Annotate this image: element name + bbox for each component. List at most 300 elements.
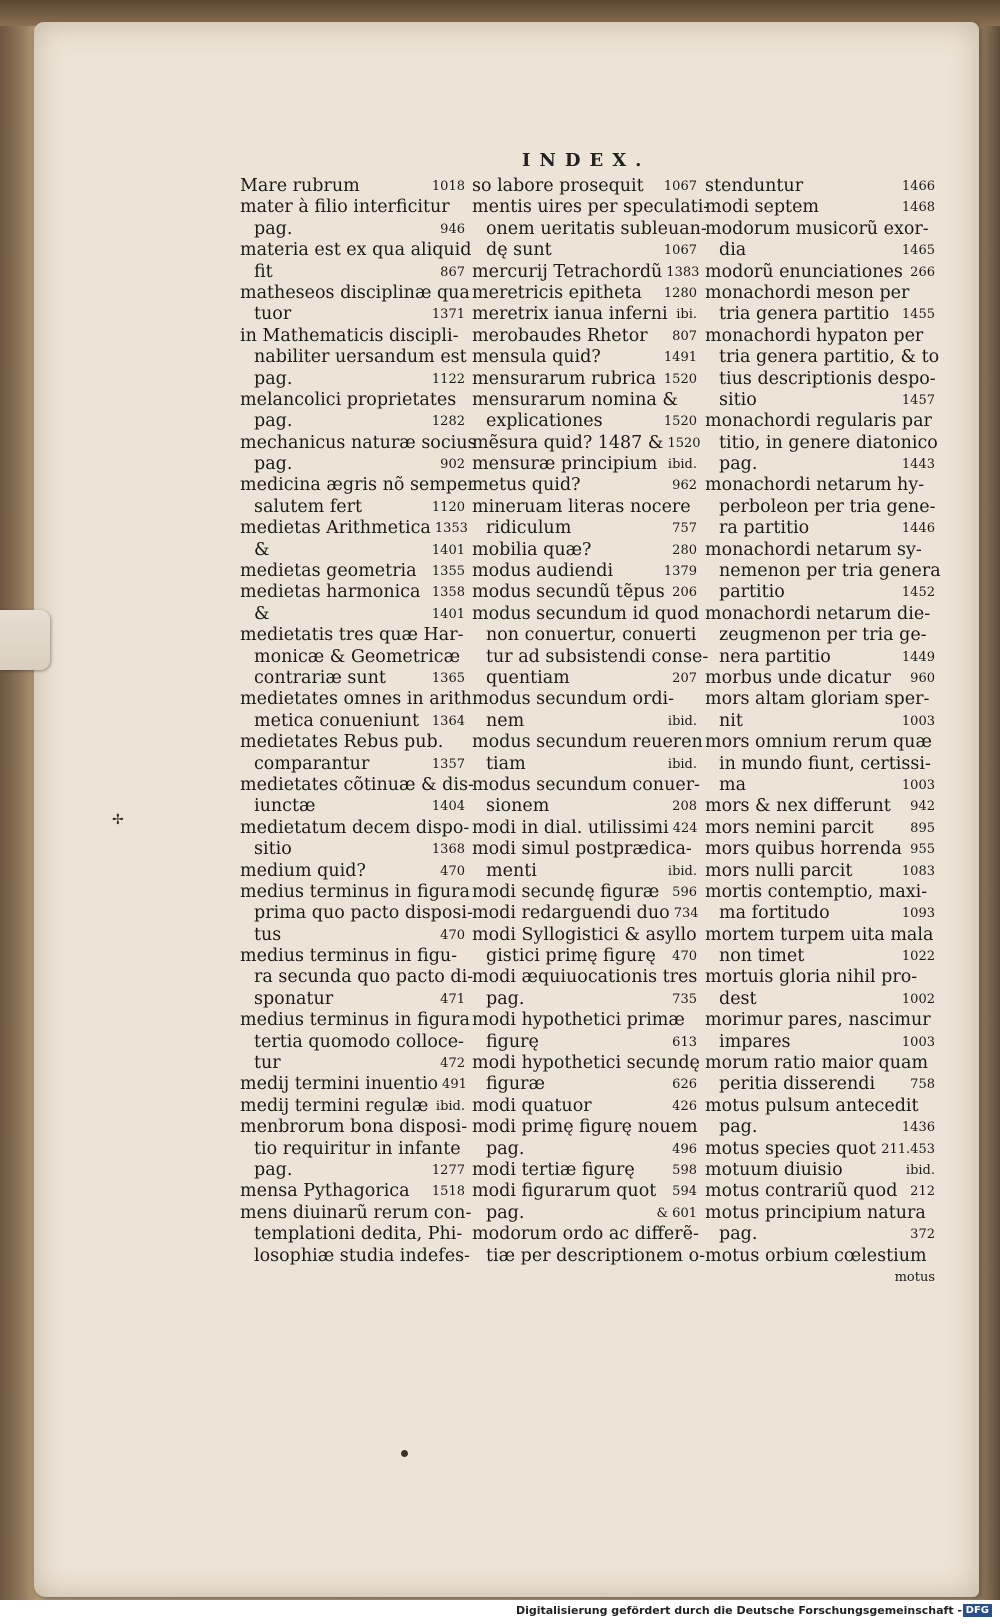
- entry-page-ref: 1083: [901, 863, 935, 879]
- index-entry: [240, 1096, 465, 1117]
- entry-page-ref: 1003: [901, 713, 935, 729]
- entry-page-ref: 1277: [431, 1162, 465, 1178]
- index-entry: [705, 369, 935, 390]
- entry-page-ref: motus: [894, 1269, 935, 1285]
- index-entry: [240, 1224, 465, 1245]
- entry-page-ref: 471: [440, 991, 465, 1007]
- index-entry: [705, 219, 935, 240]
- index-entry: [240, 219, 465, 240]
- entry-page-ref: 1093: [901, 906, 935, 922]
- entry-page-ref: 942: [910, 799, 935, 815]
- entry-text: morimur pares, nascimur: [705, 1010, 931, 1031]
- index-entry: [472, 304, 697, 325]
- entry-text: melancolici proprietates: [240, 389, 457, 410]
- index-entry: [472, 668, 697, 689]
- entry-text: mentis uires per speculati-: [472, 197, 710, 218]
- entry-page-ref: 1003: [901, 777, 935, 793]
- entry-text: modus audiendi: [472, 561, 614, 582]
- index-entry: [240, 282, 470, 304]
- index-entry: [705, 732, 935, 753]
- entry-page-ref: 1465: [901, 243, 935, 259]
- entry-page-ref: 1491: [663, 350, 697, 366]
- entry-text: tiæ per descriptionem o-: [486, 1245, 706, 1266]
- entry-text: motuum diuisio: [705, 1159, 843, 1180]
- entry-text: medius terminus in figura: [240, 1010, 470, 1031]
- entry-text: mẽsura quid? 1487 &: [472, 432, 664, 453]
- entry-text: mors altam gloriam sper-: [705, 689, 930, 710]
- entry-page-ref: 1003: [901, 1034, 935, 1050]
- entry-page-ref: 212: [910, 1184, 935, 1200]
- index-entry: [472, 197, 710, 218]
- index-entry: [240, 454, 465, 475]
- index-entry: [240, 881, 470, 903]
- entry-page-ref: 1364: [431, 713, 465, 729]
- footer-credit: Digitalisierung gefördert durch die Deutsche Forschungsgemeinschaft -: [515, 1604, 962, 1617]
- entry-page-ref: 211.453: [881, 1141, 935, 1157]
- entry-text: dest: [719, 988, 757, 1009]
- entry-text: modorũ enunciationes: [705, 261, 903, 282]
- entry-page-ref: 1446: [901, 521, 935, 537]
- entry-text: medietas geometria: [240, 561, 417, 582]
- index-entry: [240, 411, 465, 432]
- book-clasp: [0, 610, 50, 670]
- entry-text: mensula quid?: [472, 347, 601, 368]
- entry-text: monachordi regularis par: [705, 411, 932, 432]
- index-entry: [472, 732, 703, 753]
- index-entry: [472, 882, 697, 903]
- entry-text: sitio: [719, 389, 757, 410]
- index-entry: [705, 497, 935, 518]
- index-entry: [240, 1117, 468, 1138]
- index-entry: [472, 1160, 697, 1181]
- entry-text: ma: [719, 774, 747, 795]
- index-entry: [472, 540, 697, 561]
- index-entry: [705, 903, 935, 924]
- entry-text: impares: [719, 1031, 791, 1052]
- entry-text: modi in dial. utilissimi: [472, 817, 669, 838]
- index-entry: [240, 817, 470, 839]
- index-entry: [705, 326, 935, 347]
- index-entry: [472, 861, 697, 882]
- entry-page-ref: & 601: [656, 1205, 697, 1221]
- index-entry: [240, 262, 465, 283]
- entry-text: pag.: [254, 1159, 293, 1180]
- entry-page-ref: 1022: [901, 949, 935, 965]
- index-entry: [472, 347, 697, 368]
- entry-text: medietates Rebus pub.: [240, 732, 444, 753]
- entry-text: mors quibus horrenda: [705, 839, 902, 860]
- entry-text: tria genera partitio: [719, 304, 890, 325]
- index-entry: [240, 604, 465, 625]
- entry-page-ref: ibid.: [667, 756, 697, 772]
- entry-text: modus secundum id quod: [472, 603, 700, 624]
- index-entry: [705, 1053, 935, 1074]
- entry-text: modorum musicorũ exor-: [705, 218, 929, 239]
- entry-text: tertia quomodo colloce-: [254, 1031, 464, 1052]
- index-entry: [472, 1053, 700, 1074]
- index-entry: [240, 561, 465, 582]
- index-entry: [705, 818, 935, 839]
- entry-text: Mare rubrum: [240, 176, 360, 196]
- index-entry: [472, 839, 697, 860]
- index-entry: [705, 1181, 935, 1202]
- entry-text: figuræ: [486, 1074, 545, 1095]
- index-entry: [705, 967, 935, 988]
- entry-text: medietatis tres quæ Har-: [240, 625, 464, 646]
- entry-text: mors nemini parcit: [705, 817, 874, 838]
- entry-page-ref: 1452: [901, 585, 935, 601]
- index-entry: [705, 1203, 935, 1224]
- entry-text: motus contrariũ quod: [705, 1181, 898, 1202]
- index-entry: [705, 647, 935, 668]
- entry-text: explicationes: [486, 411, 603, 432]
- entry-text: medicina ægris nõ semper: [240, 475, 476, 496]
- entry-page-ref: 280: [672, 542, 697, 558]
- index-entry: [240, 1139, 465, 1160]
- index-entry: [472, 754, 697, 775]
- entry-text: motus species quot: [705, 1138, 876, 1159]
- index-entry: [240, 754, 465, 775]
- entry-text: modi redarguendi duo: [472, 903, 670, 924]
- entry-page-ref: 496: [672, 1141, 697, 1157]
- index-entry: [705, 625, 935, 646]
- entry-text: materia est ex qua aliquid: [240, 240, 472, 261]
- entry-page-ref: 1120: [431, 499, 465, 515]
- entry-page-ref: 1002: [901, 991, 935, 1007]
- index-entry: [472, 176, 697, 197]
- entry-text: gistici primę figurę: [486, 946, 656, 967]
- index-entry: [240, 176, 465, 197]
- entry-text: mors omnium rerum quæ: [705, 732, 932, 753]
- entry-page-ref: 596: [672, 884, 697, 900]
- entry-page-ref: 1520: [663, 414, 697, 430]
- entry-text: mechanicus naturæ socius: [240, 432, 477, 453]
- index-entry: [240, 732, 465, 753]
- entry-text: comparantur: [254, 753, 370, 774]
- entry-text: modi hypothetici primæ: [472, 1010, 685, 1031]
- index-entry: [472, 689, 697, 710]
- entry-text: partitio: [719, 582, 785, 603]
- entry-page-ref: 426: [672, 1098, 697, 1114]
- entry-page-ref: 1357: [431, 756, 465, 772]
- entry-page-ref: 1466: [901, 179, 935, 194]
- entry-text: medius terminus in figu-: [240, 946, 458, 967]
- entry-text: pag.: [719, 1117, 758, 1138]
- entry-text: pag.: [254, 454, 293, 475]
- entry-page-ref: 208: [672, 799, 697, 815]
- index-entry: [240, 326, 465, 347]
- entry-page-ref: 1353: [434, 521, 468, 537]
- entry-text: tuor: [254, 304, 292, 325]
- index-entry: [472, 1181, 697, 1202]
- entry-text: modi Syllogistici & asyllo: [472, 924, 697, 945]
- entry-text: medietatum decem dispo-: [240, 817, 470, 838]
- index-entry: [705, 262, 935, 283]
- entry-page-ref: 1067: [663, 243, 697, 259]
- index-entry: [240, 390, 465, 411]
- entry-page-ref: 613: [672, 1034, 697, 1050]
- entry-text: non timet: [719, 946, 805, 967]
- index-column-3: [705, 176, 941, 1288]
- entry-page-ref: 960: [910, 670, 935, 686]
- entry-text: modi hypothetici secundę: [472, 1053, 700, 1074]
- entry-page-ref: 626: [672, 1077, 697, 1093]
- index-entry: [472, 646, 709, 668]
- entry-text: menbrorum bona disposi-: [240, 1117, 468, 1138]
- footer-bar: [0, 1600, 1000, 1624]
- entry-text: pag.: [486, 1202, 525, 1223]
- entry-text: mens diuinarũ rerum con-: [240, 1202, 472, 1223]
- index-entry: [472, 1117, 697, 1138]
- entry-text: dę sunt: [486, 240, 552, 261]
- entry-text: &: [254, 603, 270, 624]
- entry-text: tur ad subsistendi conse-: [486, 646, 709, 667]
- entry-text: perboleon per tria gene-: [719, 496, 936, 517]
- entry-text: peritia disserendi: [719, 1074, 876, 1095]
- index-entry: [705, 561, 941, 582]
- index-entry: [472, 903, 697, 924]
- index-entry: [240, 1160, 465, 1181]
- entry-text: salutem fert: [254, 496, 363, 517]
- index-entry: [705, 946, 935, 967]
- entry-text: monachordi netarum sy-: [705, 539, 922, 560]
- index-entry: [705, 411, 935, 432]
- index-entry: [705, 1267, 935, 1288]
- index-entry: [240, 1053, 465, 1074]
- index-entry: [240, 540, 465, 561]
- entry-text: sitio: [254, 839, 292, 860]
- entry-text: medium quid?: [240, 860, 366, 881]
- index-entry: [472, 261, 700, 283]
- index-entry: [705, 582, 935, 603]
- index-entry: [705, 1032, 935, 1053]
- entry-text: pag.: [486, 988, 525, 1009]
- entry-page-ref: 206: [672, 585, 697, 601]
- entry-page-ref: 1468: [901, 200, 935, 216]
- index-entry: [705, 925, 935, 946]
- index-entry: [705, 1096, 935, 1117]
- entry-text: sionem: [486, 796, 550, 817]
- entry-text: modi secundę figuræ: [472, 881, 660, 902]
- entry-text: monachordi meson per: [705, 282, 910, 303]
- margin-mark-icon: ✢: [112, 812, 124, 828]
- entry-page-ref: 1404: [431, 799, 465, 815]
- entry-text: tria genera partitio, & to: [719, 347, 940, 368]
- index-entry: [705, 240, 935, 261]
- index-entry: [472, 796, 697, 817]
- index-entry: [705, 668, 935, 689]
- index-entry: [240, 369, 465, 390]
- entry-page-ref: 207: [672, 670, 697, 686]
- index-entry: [472, 326, 697, 347]
- entry-text: mineruam literas nocere: [472, 496, 691, 517]
- entry-text: figurę: [486, 1031, 539, 1052]
- entry-page-ref: ibid.: [667, 863, 697, 879]
- entry-page-ref: 735: [672, 991, 697, 1007]
- index-entry: [705, 540, 935, 561]
- index-entry: [240, 925, 465, 946]
- index-entry: [240, 518, 468, 539]
- index-entry: [240, 475, 476, 496]
- entry-text: modi quatuor: [472, 1095, 592, 1116]
- entry-text: modi septem: [705, 197, 820, 218]
- index-entry: [240, 796, 465, 817]
- entry-text: monachordi netarum hy-: [705, 475, 925, 496]
- entry-text: pag.: [486, 1138, 525, 1159]
- entry-text: quentiam: [486, 667, 570, 688]
- index-entry: [705, 796, 935, 817]
- index-entry: [472, 989, 697, 1010]
- index-entry: [705, 1117, 935, 1138]
- index-entry: [705, 283, 935, 304]
- entry-text: mobilia quæ?: [472, 539, 592, 560]
- entry-text: modi primę figurę nouem: [472, 1117, 698, 1138]
- entry-text: nit: [719, 710, 743, 731]
- index-entry: [705, 197, 935, 218]
- index-entry: [240, 1202, 472, 1224]
- index-entry: [240, 625, 465, 646]
- entry-page-ref: 266: [910, 264, 935, 280]
- entry-page-ref: 1449: [901, 649, 935, 665]
- entry-text: mater à filio interficitur: [240, 197, 450, 218]
- index-entry: [240, 197, 465, 218]
- index-entry: [705, 775, 935, 796]
- entry-text: medius terminus in figura: [240, 881, 470, 902]
- entry-text: stenduntur: [705, 176, 804, 196]
- index-entry: [472, 1139, 697, 1160]
- index-entry: [705, 1074, 935, 1095]
- index-entry: [705, 176, 935, 197]
- entry-text: monachordi netarum die-: [705, 603, 931, 624]
- index-entry: [240, 1181, 465, 1202]
- index-column-2: [472, 176, 710, 1267]
- entry-page-ref: 734: [673, 906, 699, 922]
- entry-text: zeugmenon per tria ge-: [719, 625, 927, 646]
- entry-text: losophiæ studia indefes-: [254, 1245, 470, 1266]
- index-entry: [472, 1032, 697, 1053]
- ink-dot: [401, 1450, 408, 1457]
- entry-page-ref: 1518: [431, 1184, 465, 1200]
- entry-text: nabiliter uersandum est: [254, 347, 467, 368]
- entry-text: pag.: [254, 218, 293, 239]
- page-edge: [36, 1520, 966, 1603]
- index-entry: [472, 1224, 697, 1245]
- entry-page-ref: 895: [910, 820, 935, 836]
- entry-text: medij termini inuentio: [240, 1074, 439, 1095]
- entry-text: fit: [254, 261, 273, 282]
- entry-text: nera partitio: [719, 646, 831, 667]
- index-entry: [705, 518, 935, 539]
- entry-text: onem ueritatis subleuan-: [486, 218, 707, 239]
- entry-page-ref: 1368: [431, 842, 465, 858]
- index-entry: [472, 561, 697, 582]
- index-entry: [472, 1074, 697, 1095]
- index-entry: [240, 1032, 465, 1053]
- index-entry: [240, 432, 477, 454]
- index-entry: [472, 1245, 706, 1267]
- entry-text: templationi dedita, Phi-: [254, 1224, 463, 1245]
- index-entry: [240, 240, 472, 261]
- index-entry: [240, 989, 465, 1010]
- entry-text: mercurij Tetrachordũ: [472, 261, 663, 282]
- index-entry: [240, 839, 465, 860]
- entry-text: ra partitio: [719, 518, 810, 539]
- entry-page-ref: 470: [440, 863, 465, 879]
- entry-text: modus secundum conuer-: [472, 774, 700, 795]
- entry-page-ref: 1365: [431, 670, 465, 686]
- entry-text: modus secundũ tẽpus: [472, 582, 665, 603]
- entry-page-ref: 1018: [431, 179, 465, 194]
- entry-page-ref: 1457: [901, 392, 935, 408]
- entry-text: dia: [719, 240, 747, 261]
- entry-page-ref: 1383: [666, 264, 700, 280]
- entry-text: motus principium natura: [705, 1202, 926, 1223]
- index-entry: [705, 861, 935, 882]
- index-entry: [705, 454, 935, 475]
- entry-page-ref: 1379: [663, 564, 697, 580]
- entry-page-ref: ibid.: [667, 457, 697, 473]
- entry-page-ref: 598: [672, 1162, 697, 1178]
- index-entry: [705, 1010, 935, 1031]
- index-entry: [472, 603, 700, 625]
- entry-text: modus secundum ordi-: [472, 689, 675, 710]
- index-entry: [705, 882, 935, 903]
- entry-text: tio requiritur in infante: [254, 1138, 461, 1159]
- index-entry: [240, 1245, 470, 1267]
- entry-text: mors & nex differunt: [705, 796, 891, 817]
- entry-page-ref: 1282: [431, 414, 465, 430]
- index-entry: [240, 1010, 470, 1031]
- index-entry: [472, 432, 701, 454]
- entry-text: mortem turpem uita mala: [705, 924, 934, 945]
- index-entry: [472, 1010, 697, 1031]
- entry-page-ref: 1067: [663, 179, 697, 194]
- entry-text: mortis contemptio, maxi-: [705, 881, 928, 902]
- entry-page-ref: 470: [672, 949, 697, 965]
- entry-page-ref: 1436: [901, 1120, 935, 1136]
- index-entry: [472, 475, 697, 496]
- entry-text: nemenon per tria genera: [719, 561, 941, 582]
- entry-text: sponatur: [254, 988, 334, 1009]
- entry-text: medietates omnes in arith: [240, 689, 472, 710]
- index-entry: [472, 411, 697, 432]
- index-entry: [705, 1246, 935, 1267]
- index-entry: [705, 711, 935, 732]
- entry-page-ref: ibid.: [667, 713, 697, 729]
- entry-page-ref: 1443: [901, 457, 935, 473]
- entry-text: medietas Arithmetica: [240, 518, 431, 539]
- entry-text: prima quo pacto disposi-: [254, 903, 473, 924]
- entry-text: so labore prosequit: [472, 176, 644, 196]
- entry-page-ref: 372: [910, 1227, 935, 1243]
- entry-page-ref: 1455: [901, 307, 935, 323]
- index-entry: [705, 475, 935, 496]
- entry-text: motus pulsum antecedit: [705, 1095, 919, 1116]
- entry-text: pag.: [254, 368, 293, 389]
- entry-text: medietates cõtinuæ & dis-: [240, 774, 474, 795]
- index-entry: [705, 1160, 935, 1181]
- entry-page-ref: 1520: [667, 435, 701, 451]
- index-entry: [472, 283, 697, 304]
- entry-page-ref: 1371: [431, 307, 465, 323]
- index-entry: [705, 689, 935, 710]
- entry-page-ref: 1520: [663, 371, 697, 387]
- index-entry: [472, 711, 697, 732]
- index-entry: [705, 1224, 935, 1245]
- entry-page-ref: 424: [672, 820, 698, 836]
- index-entry: [472, 1203, 697, 1224]
- index-entry: [705, 604, 935, 625]
